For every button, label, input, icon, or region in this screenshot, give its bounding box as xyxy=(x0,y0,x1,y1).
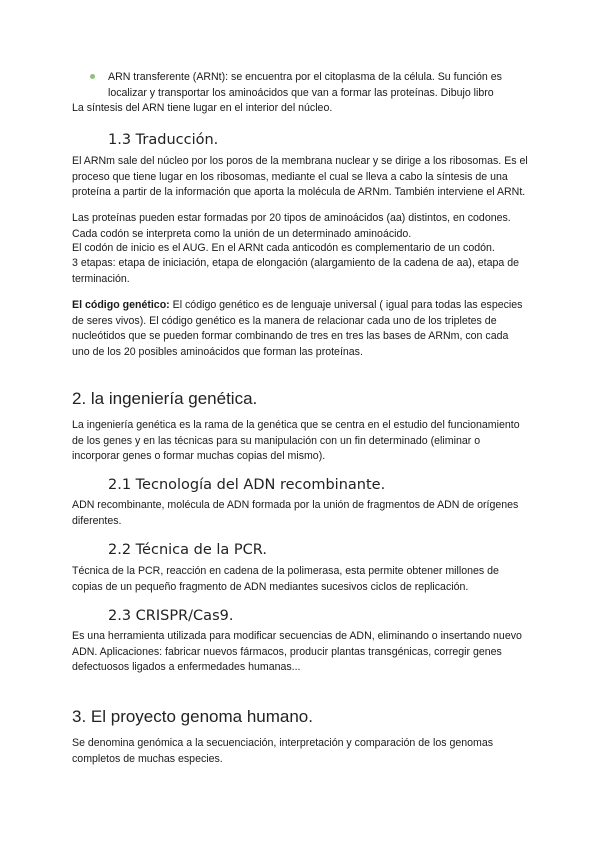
paragraph-pcr: Técnica de la PCR, reacción en cadena de la polimerasa, esta permite obtener millones de copias de un pequeño fragmento de ADN mediantes sucesivos ciclos de replicación. xyxy=(72,565,499,593)
heading-3-genoma-humano: 3. El proyecto genoma humano. xyxy=(72,707,313,726)
paragraph-traduccion-2: Las proteínas pueden estar formadas por 20 tipos de aminoácidos (aa) distintos, en codones. Cada codón se interpreta como la unión de un determinado aminoácido. xyxy=(72,212,511,240)
paragraph-traduccion-4: 3 etapas: etapa de iniciación, etapa de elongación (alargamiento de la cadena de aa), etapa de terminación. xyxy=(72,257,520,285)
heading-2-ingenieria-genetica: 2. la ingeniería genética. xyxy=(72,389,258,408)
paragraph-adn-recombinante: ADN recombinante, molécula de ADN formada por la unión de fragmentos de ADN de orígenes diferentes. xyxy=(72,499,519,527)
paragraph-ingenieria-genetica: La ingeniería genética es la rama de la genética que se centra en el estudio del funcionamiento de los genes y en las técnicas para su manipulación con un fin determinado (eliminar o incorporar genes o formar muchas copias del mismo). xyxy=(72,419,520,462)
paragraph-crispr: Es una herramienta utilizada para modificar secuencias de ADN, eliminando o insertando nuevo ADN. Aplicaciones: fabricar nuevos fármacos, producir plantas transgénicas, corregir genes defectuosos ligados a enfermedades humanas... xyxy=(72,630,522,673)
heading-2-3-crispr: 2.3 CRISPR/Cas9. xyxy=(108,608,234,624)
heading-1-3-traduccion: 1.3 Traducción. xyxy=(108,132,219,148)
paragraph-traduccion-3: El codón de inicio es el AUG. En el ARNt cada anticodón es complementario de un codón. xyxy=(72,242,495,254)
heading-2-1-adn-recombinante: 2.1 Tecnología del ADN recombinante. xyxy=(108,477,386,493)
paragraph-traduccion-1: El ARNm sale del núcleo por los poros de la membrana nuclear y se dirige a los ribosomas. Es el proceso que tiene lugar en los ribosomas, mediante el cual se lleva a cabo la síntesis de una proteína a partir de la información que aporta la molécula de ARNm. También interviene el ARNt. xyxy=(72,155,528,198)
paragraph-codigo-genetico xyxy=(72,298,528,360)
bullet-dot-icon xyxy=(90,74,95,79)
codigo-genetico-label: El código genético: xyxy=(72,299,170,311)
bullet-item-text: ARN transferente (ARNt): se encuentra por el citoplasma de la célula. Su función es localizar y transportar los aminoácidos que van a formar las proteínas. Dibujo libro xyxy=(108,71,502,99)
heading-2-2-pcr: 2.2 Técnica de la PCR. xyxy=(108,542,267,558)
paragraph-genoma-humano: Se denomina genómica a la secuenciación, interpretación y comparación de los genomas completos de muchas especies. xyxy=(72,737,494,765)
paragraph-sintesis: La síntesis del ARN tiene lugar en el interior del núcleo. xyxy=(72,102,333,114)
codigo-genetico-text: El código genético es de lenguaje universal ( igual para todas las especies de seres vivos). El código genético es la manera de relacionar cada uno de los tripletes de nucleótidos que se pueden formar combinando de tres en tres las bases de ARNm, con cada uno de los 20 posibles aminoácidos que forman las proteínas. xyxy=(72,299,523,358)
